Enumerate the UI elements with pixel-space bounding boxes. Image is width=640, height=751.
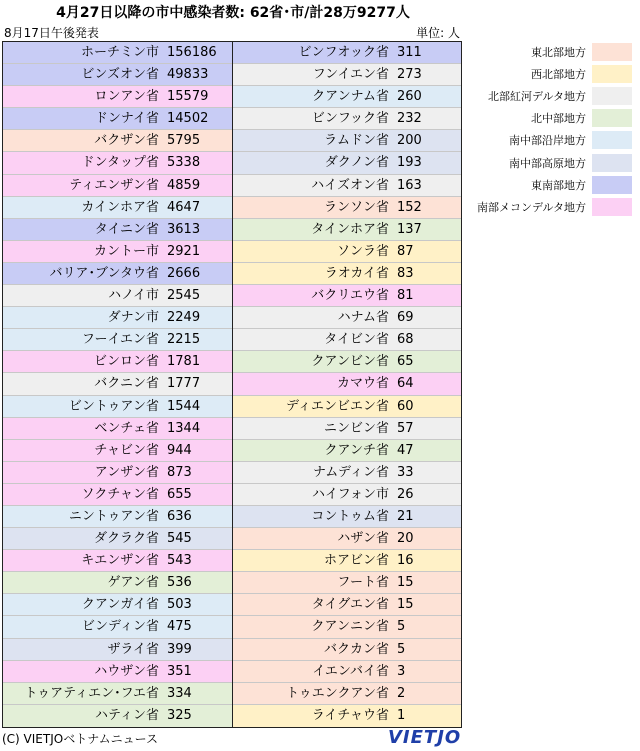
province-name: ナムディン省 bbox=[312, 464, 389, 480]
legend-swatch bbox=[592, 131, 632, 149]
legend-label: 南中部高原地方 bbox=[509, 156, 586, 170]
case-count: 68 bbox=[397, 332, 414, 348]
province-name: ハウザン省 bbox=[94, 663, 159, 679]
province-name: ビンフック省 bbox=[311, 111, 389, 127]
province-name: ドンナイ省 bbox=[94, 111, 159, 127]
case-count: 26 bbox=[397, 486, 414, 502]
table-row bbox=[233, 462, 461, 484]
province-name: カマウ省 bbox=[336, 376, 389, 392]
table-row bbox=[233, 307, 461, 329]
case-count: 152 bbox=[397, 199, 422, 215]
case-count: 1777 bbox=[167, 376, 201, 392]
province-name: カントー市 bbox=[93, 243, 159, 259]
province-name: トゥアティエン･フエ省 bbox=[24, 685, 159, 701]
legend-swatch bbox=[592, 154, 632, 172]
table-row bbox=[3, 197, 232, 219]
province-name: クアンナム省 bbox=[312, 89, 389, 105]
case-count: 503 bbox=[167, 597, 192, 613]
table-row bbox=[233, 86, 461, 108]
case-count: 20 bbox=[397, 531, 414, 547]
province-name: バクザン省 bbox=[94, 133, 159, 149]
province-name: キエンザン省 bbox=[81, 553, 159, 569]
province-name: ソクチャン省 bbox=[81, 486, 159, 502]
table-row bbox=[233, 506, 461, 528]
province-name: バクリエウ省 bbox=[311, 288, 389, 304]
case-count: 14502 bbox=[167, 111, 209, 127]
case-count: 5 bbox=[397, 619, 406, 635]
table-row bbox=[3, 285, 232, 307]
province-name: タイニン省 bbox=[94, 221, 159, 237]
province-name: ラオカイ省 bbox=[324, 265, 389, 281]
case-count: 163 bbox=[397, 177, 422, 193]
case-count: 536 bbox=[167, 575, 192, 591]
case-count: 16 bbox=[397, 553, 414, 569]
table-row bbox=[3, 175, 232, 197]
case-count: 5 bbox=[397, 641, 406, 657]
case-count: 137 bbox=[397, 221, 422, 237]
table-row bbox=[3, 440, 232, 462]
case-count: 69 bbox=[397, 310, 414, 326]
case-count: 545 bbox=[167, 531, 192, 547]
table-row bbox=[3, 130, 232, 152]
table-row bbox=[3, 307, 232, 329]
table-row bbox=[233, 550, 461, 572]
legend-item bbox=[468, 41, 638, 63]
case-count: 2545 bbox=[167, 288, 201, 304]
case-count: 47 bbox=[397, 442, 414, 458]
table-row bbox=[233, 329, 461, 351]
province-name: ハイズオン省 bbox=[311, 177, 389, 193]
table-row bbox=[233, 130, 461, 152]
table-row bbox=[233, 440, 461, 462]
case-count: 334 bbox=[167, 685, 192, 701]
legend-label: 北部紅河デルタ地方 bbox=[487, 90, 586, 104]
province-name: ランソン省 bbox=[323, 199, 389, 215]
case-count: 1781 bbox=[167, 354, 201, 370]
legend-swatch bbox=[592, 109, 632, 127]
case-count: 655 bbox=[167, 486, 192, 502]
legend-label: 南中部沿岸地方 bbox=[509, 134, 586, 148]
case-count: 3613 bbox=[167, 221, 201, 237]
province-name: ザライ省 bbox=[107, 641, 159, 657]
case-count: 1 bbox=[397, 707, 406, 723]
case-count: 15 bbox=[397, 575, 414, 591]
table-row bbox=[3, 550, 232, 572]
table-row bbox=[3, 329, 232, 351]
province-name: イエンバイ省 bbox=[312, 663, 389, 679]
case-count: 2249 bbox=[167, 310, 201, 326]
copyright-text: (C) VIETJOベトナムニュース bbox=[2, 732, 159, 746]
case-count: 87 bbox=[397, 243, 414, 259]
legend-item bbox=[468, 63, 638, 85]
case-count: 2666 bbox=[167, 265, 201, 281]
table-row bbox=[233, 418, 461, 440]
case-count: 636 bbox=[167, 508, 192, 524]
case-count: 200 bbox=[397, 133, 422, 149]
table-row bbox=[3, 528, 232, 550]
legend-swatch bbox=[592, 65, 632, 83]
table-row bbox=[233, 263, 461, 285]
table-row bbox=[3, 241, 232, 263]
table-row bbox=[3, 484, 232, 506]
province-name: クアンニン省 bbox=[311, 619, 389, 635]
case-count: 351 bbox=[167, 663, 192, 679]
province-name: ディエンビエン省 bbox=[286, 398, 389, 414]
province-name: ビントゥアン省 bbox=[68, 398, 159, 414]
case-count: 193 bbox=[397, 155, 422, 171]
province-name: フーイエン省 bbox=[81, 332, 159, 348]
province-name: コントゥム省 bbox=[311, 508, 389, 524]
vietjo-logo: VIETJO bbox=[388, 727, 462, 748]
case-count: 260 bbox=[397, 89, 422, 105]
province-name: フート省 bbox=[337, 575, 389, 591]
case-count: 49833 bbox=[167, 67, 209, 83]
case-count: 4859 bbox=[167, 177, 201, 193]
province-name: ダクノン省 bbox=[324, 155, 389, 171]
left-table bbox=[2, 41, 233, 728]
case-count: 543 bbox=[167, 553, 192, 569]
case-count: 5338 bbox=[167, 155, 201, 171]
right-table bbox=[233, 41, 462, 728]
province-name: タイグエン省 bbox=[311, 597, 389, 613]
case-count: 60 bbox=[397, 398, 414, 414]
province-name: ダナン市 bbox=[107, 310, 159, 326]
case-count: 273 bbox=[397, 67, 422, 83]
table-row bbox=[3, 705, 232, 727]
case-count: 2 bbox=[397, 685, 406, 701]
province-name: ティエンザン省 bbox=[69, 177, 159, 193]
table-row bbox=[233, 64, 461, 86]
table-row bbox=[233, 396, 461, 418]
province-name: ラムドン省 bbox=[324, 133, 389, 149]
case-count: 81 bbox=[397, 288, 414, 304]
province-name: チャビン省 bbox=[94, 442, 159, 458]
table-row bbox=[3, 86, 232, 108]
case-count: 15579 bbox=[167, 89, 209, 105]
case-count: 475 bbox=[167, 619, 192, 635]
province-name: ニンビン省 bbox=[323, 420, 389, 436]
case-count: 83 bbox=[397, 265, 414, 281]
table-row bbox=[233, 373, 461, 395]
table-row bbox=[3, 396, 232, 418]
legend-label: 南部メコンデルタ地方 bbox=[476, 200, 586, 214]
case-count: 873 bbox=[167, 464, 192, 480]
case-count: 311 bbox=[397, 45, 422, 60]
case-count: 4647 bbox=[167, 199, 201, 215]
province-name: ビンフオック省 bbox=[298, 45, 389, 60]
legend-swatch bbox=[592, 198, 632, 216]
legend-item bbox=[468, 107, 638, 129]
province-name: ソンラ省 bbox=[336, 243, 389, 259]
table-row bbox=[233, 152, 461, 174]
table-row bbox=[233, 197, 461, 219]
case-count: 1544 bbox=[167, 398, 201, 414]
province-name: ホーチミン市 bbox=[80, 45, 159, 60]
province-name: クアンガイ省 bbox=[81, 597, 159, 613]
province-name: ニントゥアン省 bbox=[68, 508, 159, 524]
legend-item bbox=[468, 151, 638, 173]
province-name: ゲアン省 bbox=[107, 575, 159, 591]
table-row bbox=[3, 572, 232, 594]
province-name: バクニン省 bbox=[94, 376, 159, 392]
case-count: 65 bbox=[397, 354, 414, 370]
case-count: 944 bbox=[167, 442, 192, 458]
case-count: 325 bbox=[167, 707, 192, 723]
table-row bbox=[233, 616, 461, 638]
table-row bbox=[3, 263, 232, 285]
table-row bbox=[233, 42, 461, 64]
province-name: ダクラク省 bbox=[93, 531, 159, 547]
legend-label: 西北部地方 bbox=[531, 68, 586, 82]
province-name: ビンディン省 bbox=[82, 619, 159, 635]
legend-item bbox=[468, 196, 638, 218]
table-row bbox=[3, 418, 232, 440]
province-name: バリア･ブンタウ省 bbox=[49, 265, 159, 281]
case-count: 3 bbox=[397, 663, 406, 679]
province-name: ドンタップ省 bbox=[81, 155, 159, 171]
legend-label: 東北部地方 bbox=[531, 46, 586, 60]
table-row bbox=[3, 373, 232, 395]
province-name: バクカン省 bbox=[323, 641, 389, 657]
case-count: 33 bbox=[397, 464, 414, 480]
table-row bbox=[3, 64, 232, 86]
case-count: 1344 bbox=[167, 420, 201, 436]
legend-item bbox=[468, 85, 638, 107]
table-row bbox=[233, 241, 461, 263]
table-row bbox=[3, 661, 232, 683]
province-name: トゥエンクアン省 bbox=[286, 685, 389, 701]
legend-swatch bbox=[592, 43, 632, 61]
table-row bbox=[3, 108, 232, 130]
case-count: 232 bbox=[397, 111, 422, 127]
province-name: ハノイ市 bbox=[108, 288, 159, 304]
table-row bbox=[233, 175, 461, 197]
table-row bbox=[3, 462, 232, 484]
legend-swatch bbox=[592, 176, 632, 194]
table-row bbox=[3, 683, 232, 705]
published-date: 8月17日午後発表 bbox=[4, 26, 99, 40]
table-row bbox=[3, 219, 232, 241]
case-count: 2215 bbox=[167, 332, 201, 348]
case-count: 15 bbox=[397, 597, 414, 613]
table-row bbox=[3, 616, 232, 638]
table-row bbox=[233, 572, 461, 594]
province-name: ロンアン省 bbox=[94, 89, 159, 105]
table-row bbox=[233, 683, 461, 705]
legend-swatch bbox=[592, 87, 632, 105]
case-count: 156186 bbox=[167, 45, 217, 60]
table-row bbox=[233, 351, 461, 373]
table-row bbox=[3, 506, 232, 528]
province-name: クアンビン省 bbox=[311, 354, 389, 370]
province-name: ベンチェ省 bbox=[94, 420, 159, 436]
table-row bbox=[3, 594, 232, 616]
case-count: 5795 bbox=[167, 133, 201, 149]
table-row bbox=[3, 351, 232, 373]
province-name: ホアビン省 bbox=[323, 553, 389, 569]
legend-label: 東南部地方 bbox=[531, 178, 586, 192]
case-count: 399 bbox=[167, 641, 192, 657]
province-name: ビンロン省 bbox=[93, 354, 159, 370]
table-row bbox=[233, 705, 461, 727]
table-row bbox=[233, 594, 461, 616]
table-row bbox=[233, 661, 461, 683]
case-count: 57 bbox=[397, 420, 414, 436]
case-count: 21 bbox=[397, 508, 414, 524]
table-row bbox=[233, 219, 461, 241]
region-legend bbox=[468, 41, 638, 218]
legend-item bbox=[468, 174, 638, 196]
province-name: ハイフォン市 bbox=[312, 486, 389, 502]
legend-item bbox=[468, 129, 638, 151]
province-name: アンザン省 bbox=[94, 464, 159, 480]
province-name: ビンズオン省 bbox=[81, 67, 159, 83]
case-count: 64 bbox=[397, 376, 414, 392]
province-name: タイビン省 bbox=[324, 332, 389, 348]
table-row bbox=[233, 108, 461, 130]
province-name: タインホア省 bbox=[311, 221, 389, 237]
table-row bbox=[3, 152, 232, 174]
province-name: カインホア省 bbox=[81, 199, 159, 215]
table-row bbox=[233, 639, 461, 661]
province-name: フンイエン省 bbox=[312, 67, 389, 83]
table-row bbox=[3, 639, 232, 661]
province-name: ハザン省 bbox=[337, 531, 389, 547]
case-count: 2921 bbox=[167, 243, 201, 259]
table-row bbox=[233, 484, 461, 506]
table-row bbox=[233, 285, 461, 307]
page-title: 4月27日以降の市中感染者数: 62省･市/計28万9277人 bbox=[56, 5, 410, 21]
legend-label: 北中部地方 bbox=[531, 112, 586, 126]
province-name: クアンチ省 bbox=[324, 442, 389, 458]
unit-label: 単位: 人 bbox=[416, 26, 460, 40]
province-name: ハナム省 bbox=[337, 310, 389, 326]
table-row bbox=[3, 42, 232, 64]
province-name: ライチャウ省 bbox=[311, 707, 389, 723]
province-name: ハティン省 bbox=[95, 707, 159, 723]
table-row bbox=[233, 528, 461, 550]
